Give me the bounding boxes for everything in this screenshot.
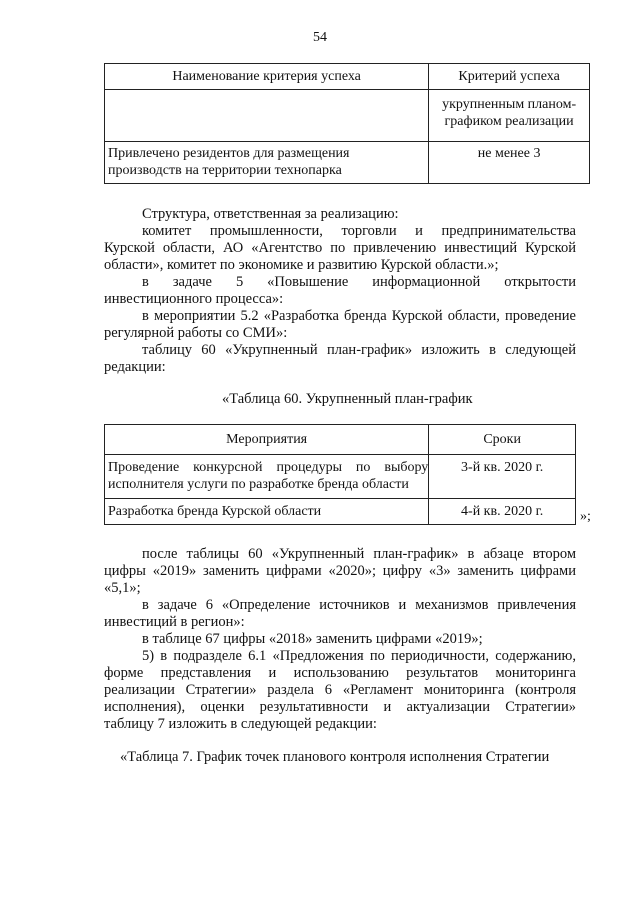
table-header-row: [105, 425, 576, 455]
text-line: в мероприятии 5.2 «Разработка бренда Курской области, проведение: [142, 308, 576, 324]
criteria-table: [104, 63, 590, 184]
text-line: таблицу 60 «Укрупненный план-график» изложить в следующей: [142, 342, 576, 358]
table-cell-empty: [105, 90, 429, 142]
table-cell: 3-й кв. 2020 г.: [429, 455, 576, 499]
cell-line: укрупненным планом-: [442, 97, 577, 112]
text-line: форме представления и использованию результатов мониторинга: [104, 665, 576, 681]
text-line: Структура, ответственная за реализацию:: [142, 206, 399, 222]
column-header: Сроки: [429, 425, 576, 455]
text-line: 5) в подразделе 6.1 «Предложения по периодичности, содержанию,: [142, 648, 576, 664]
text-line: таблицу 7 изложить в следующей редакции:: [104, 716, 377, 732]
plan-schedule-table: [104, 424, 576, 525]
table-cell: [105, 455, 429, 499]
closing-quote: »;: [580, 509, 591, 524]
text-line: регулярной работы со СМИ»:: [104, 325, 288, 341]
text-line: Курской области, АО «Агентство по привлечению инвестиций Курской: [104, 240, 576, 256]
text-line: в задаче 6 «Определение источников и механизмов привлечения: [142, 597, 576, 613]
text-line: после таблицы 60 «Укрупненный план-график» в абзаце втором: [142, 546, 576, 562]
table-caption: «Таблица 60. Укрупненный план-график: [222, 391, 473, 407]
column-header: Наименование критерия успеха: [105, 64, 429, 90]
text-line: комитет промышленности, торговли и предпринимательства: [142, 223, 576, 239]
text-line: цифры «2019» заменить цифрами «2020»; цифру «3» заменить цифрами: [104, 563, 576, 579]
table-row: [105, 142, 590, 184]
text-line: области», комитет по экономике и развитию Курской области.»;: [104, 257, 499, 273]
text-line: реализации Стратегии» раздела 6 «Регламент мониторинга (контроля: [104, 682, 576, 698]
table-cell: Разработка бренда Курской области: [105, 499, 429, 525]
text-line: инвестиционного процесса»:: [104, 291, 284, 307]
cell-line: производств на территории технопарка: [108, 163, 342, 178]
table-row: [105, 90, 590, 142]
table-cell: 4-й кв. 2020 г.: [429, 499, 576, 525]
text-line: инвестиций в регион»:: [104, 614, 245, 630]
table-header-row: [105, 64, 590, 90]
table-cell: [105, 142, 429, 184]
table-cell: [429, 90, 590, 142]
column-header: Критерий успеха: [429, 64, 590, 90]
table-caption: «Таблица 7. График точек планового контроля исполнения Стратегии: [120, 749, 550, 765]
page-number: 54: [313, 30, 327, 45]
cell-line: Проведение конкурсной процедуры по выбору: [108, 460, 429, 475]
text-line: редакции:: [104, 359, 166, 375]
table-row: [105, 499, 576, 525]
cell-line: Привлечено резидентов для размещения: [108, 146, 350, 161]
column-header: Мероприятия: [105, 425, 429, 455]
text-line: в задаче 5 «Повышение информационной открытости: [142, 274, 576, 290]
table-row: [105, 455, 576, 499]
table-cell: не менее 3: [429, 142, 590, 184]
cell-line: исполнителя услуги по разработке бренда области: [108, 477, 409, 492]
text-line: исполнения), оценки результативности и актуализации Стратегии»: [104, 699, 576, 715]
text-line: «5,1»;: [104, 580, 141, 596]
text-line: в таблице 67 цифры «2018» заменить цифрами «2019»;: [142, 631, 483, 647]
cell-line: графиком реализации: [444, 114, 574, 129]
